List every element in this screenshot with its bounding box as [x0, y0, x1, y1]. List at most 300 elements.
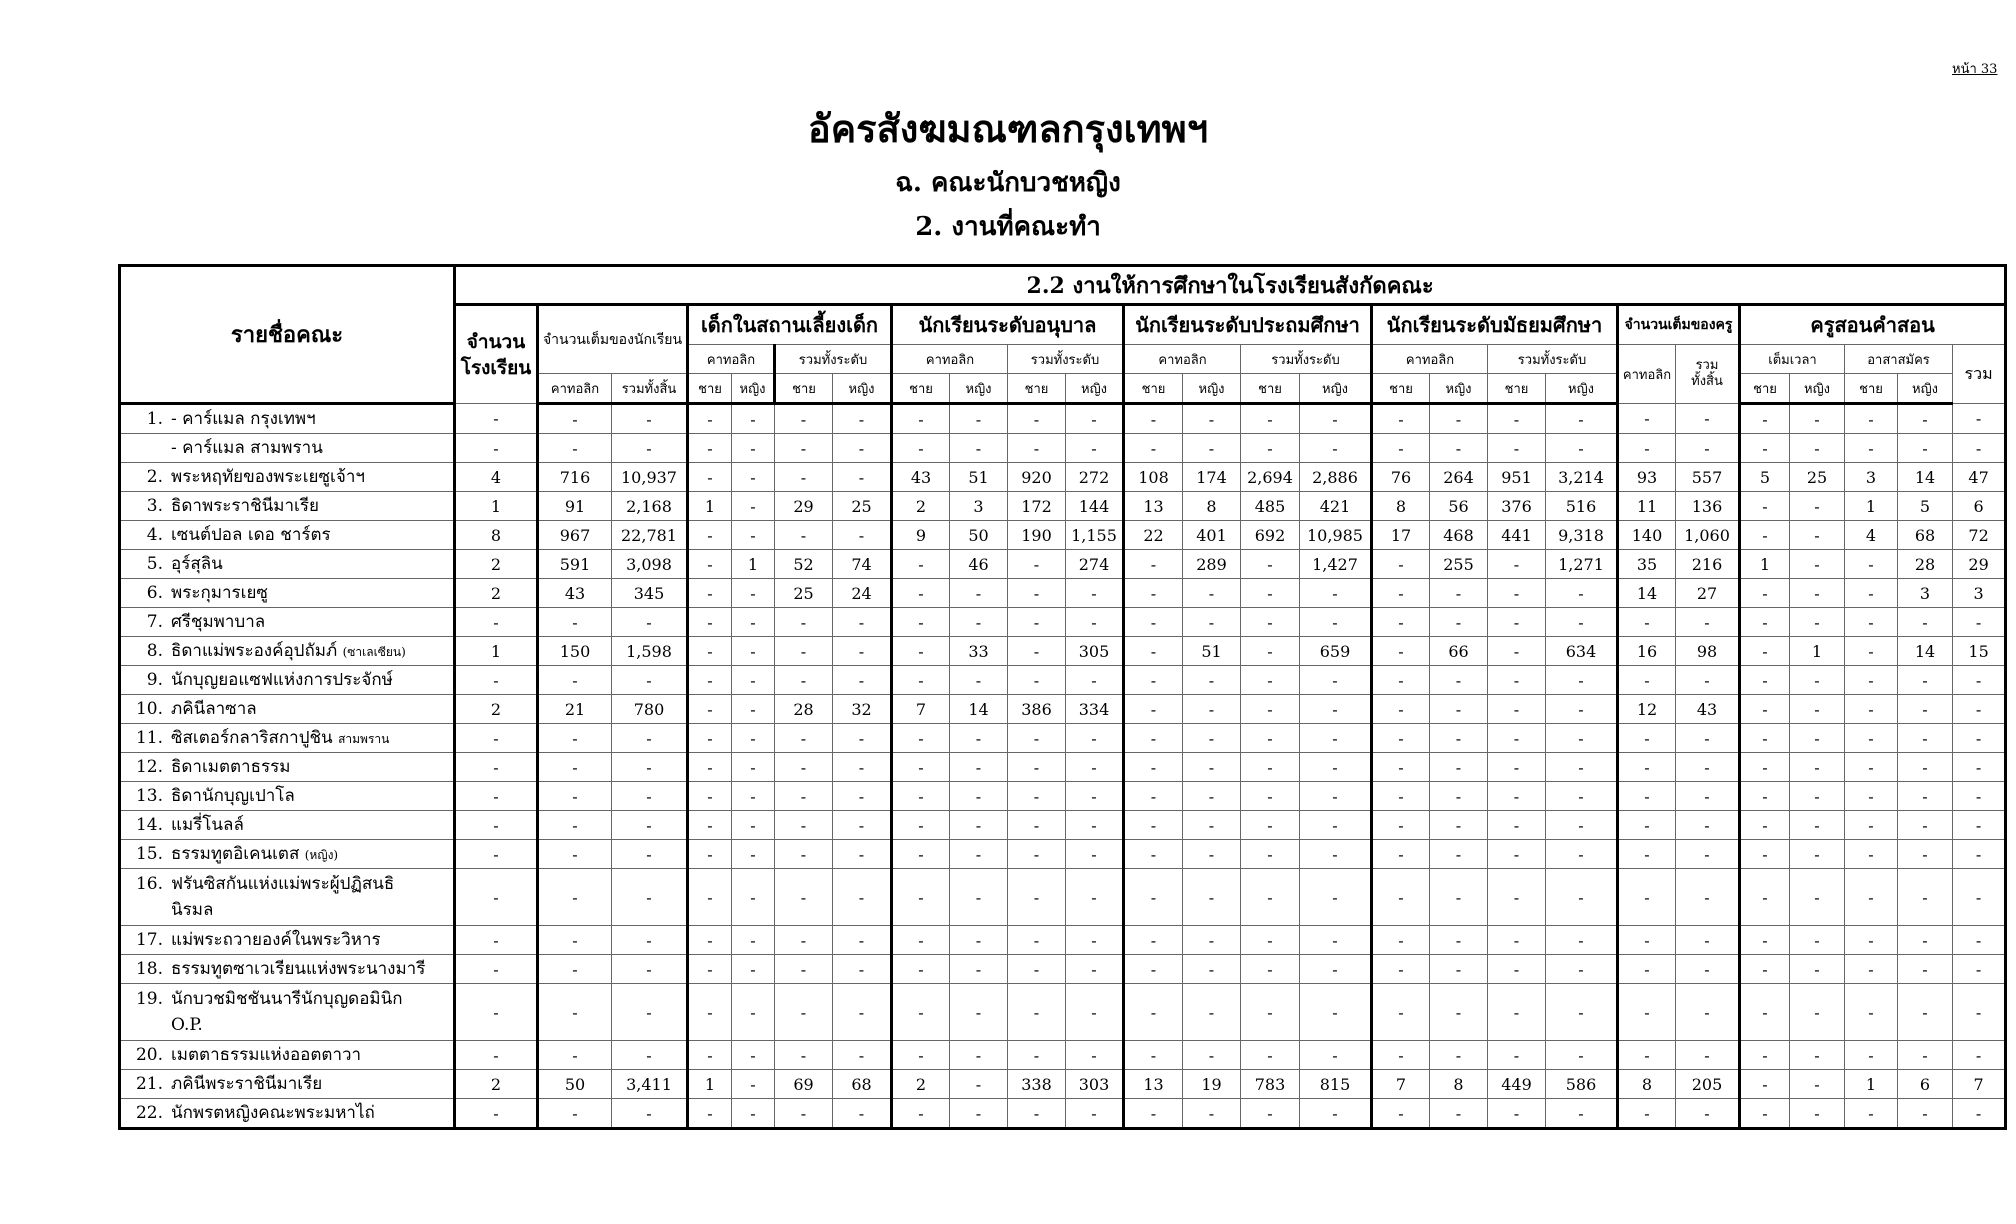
value-cell: -	[1241, 724, 1300, 753]
value-cell: -	[1488, 840, 1546, 869]
value-cell: -	[732, 782, 775, 811]
value-cell: -	[1953, 840, 2006, 869]
value-cell: -	[1676, 984, 1740, 1041]
kindergarten-total-header: รวมทั้งระดับ	[1008, 345, 1124, 374]
row-number: 15.	[135, 843, 163, 864]
value-cell: 716	[538, 463, 612, 492]
value-cell: -	[950, 1099, 1008, 1129]
value-cell: 140	[1618, 521, 1676, 550]
value-cell: -	[1546, 579, 1618, 608]
value-cell: -	[1790, 840, 1845, 869]
value-cell: -	[892, 926, 950, 955]
value-cell: 1,271	[1546, 550, 1618, 579]
value-cell: -	[833, 404, 892, 434]
congregation-name: ธิดาเมตตาธรรม	[171, 757, 291, 777]
value-cell: 25	[775, 579, 833, 608]
secondary-catholic-header: คาทอลิก	[1372, 345, 1488, 374]
value-cell: -	[1124, 666, 1183, 695]
value-cell: -	[1241, 637, 1300, 666]
value-cell: -	[950, 608, 1008, 637]
value-cell: -	[538, 869, 612, 926]
value-cell: 7	[1953, 1070, 2006, 1099]
value-cell: -	[688, 984, 732, 1041]
page-subtitle: ฉ. คณะนักบวชหญิง	[895, 168, 1121, 198]
value-cell: 91	[538, 492, 612, 521]
value-cell: 43	[892, 463, 950, 492]
value-cell: -	[1953, 753, 2006, 782]
value-cell: 8	[1618, 1070, 1676, 1099]
female-header: หญิง	[833, 374, 892, 404]
value-cell: -	[950, 840, 1008, 869]
value-cell: -	[1845, 579, 1898, 608]
value-cell: -	[1372, 955, 1430, 984]
value-cell: -	[1953, 1041, 2006, 1070]
value-cell: 303	[1066, 1070, 1124, 1099]
value-cell: -	[775, 1041, 833, 1070]
male-header: ชาย	[775, 374, 833, 404]
value-cell: -	[892, 1099, 950, 1129]
value-cell: -	[1790, 782, 1845, 811]
value-cell: -	[1546, 782, 1618, 811]
value-cell: -	[1845, 840, 1898, 869]
value-cell: -	[775, 463, 833, 492]
congregation-name-cell	[120, 1099, 455, 1129]
value-cell: 449	[1488, 1070, 1546, 1099]
value-cell: -	[833, 782, 892, 811]
value-cell: -	[1488, 1099, 1546, 1129]
value-cell: -	[612, 1041, 688, 1070]
primary-header: นักเรียนระดับประถมศึกษา	[1124, 305, 1372, 345]
value-cell: -	[1183, 695, 1241, 724]
value-cell: 11	[1618, 492, 1676, 521]
value-cell: -	[1066, 955, 1124, 984]
value-cell: 6	[1898, 1070, 1953, 1099]
value-cell: -	[1676, 1041, 1740, 1070]
value-cell: -	[1740, 1041, 1790, 1070]
value-cell: 9	[892, 521, 950, 550]
value-cell: -	[732, 724, 775, 753]
value-cell: 19	[1183, 1070, 1241, 1099]
value-cell: -	[1546, 840, 1618, 869]
value-cell: 659	[1300, 637, 1372, 666]
value-cell: -	[1790, 869, 1845, 926]
table-body	[120, 404, 2006, 1129]
row-number: 14.	[135, 815, 163, 835]
value-cell: -	[892, 753, 950, 782]
section-header: 2.2 งานให้การศึกษาในโรงเรียนสังกัดคณะ	[455, 266, 2006, 305]
value-cell: -	[1241, 695, 1300, 724]
congregation-name: ธรรมทูตซาเวเรียนแห่งพระนางมารี	[171, 959, 426, 979]
value-cell: -	[455, 1099, 538, 1129]
value-cell: -	[1430, 666, 1488, 695]
value-cell: -	[892, 550, 950, 579]
value-cell: -	[1300, 955, 1372, 984]
value-cell: -	[1740, 1099, 1790, 1129]
value-cell: -	[732, 869, 775, 926]
value-cell: -	[1898, 1041, 1953, 1070]
male-header: ชาย	[1241, 374, 1300, 404]
value-cell: -	[1790, 955, 1845, 984]
value-cell: -	[1618, 782, 1676, 811]
value-cell: -	[455, 955, 538, 984]
female-header: หญิง	[1790, 374, 1845, 404]
value-cell: -	[612, 782, 688, 811]
value-cell: 334	[1066, 695, 1124, 724]
table-row	[120, 1070, 2006, 1099]
congregation-name: ศรีชุมพาบาล	[171, 612, 266, 632]
value-cell: -	[1676, 926, 1740, 955]
value-cell: -	[1845, 666, 1898, 695]
value-cell: 50	[538, 1070, 612, 1099]
value-cell: -	[1008, 1041, 1066, 1070]
value-cell: -	[1241, 550, 1300, 579]
value-cell: -	[1740, 1070, 1790, 1099]
value-cell: -	[732, 463, 775, 492]
value-cell: -	[1953, 404, 2006, 434]
value-cell: -	[1845, 695, 1898, 724]
value-cell: 108	[1124, 463, 1183, 492]
value-cell: -	[1430, 404, 1488, 434]
male-header: ชาย	[892, 374, 950, 404]
value-cell: -	[1008, 926, 1066, 955]
congregation-name: อุร์สุลิน	[171, 554, 223, 574]
congregation-name-cell	[120, 521, 455, 550]
value-cell: -	[1066, 811, 1124, 840]
value-cell: -	[1124, 404, 1183, 434]
table-row	[120, 492, 2006, 521]
value-cell: -	[1676, 666, 1740, 695]
secondary-header: นักเรียนระดับมัธยมศึกษา	[1372, 305, 1618, 345]
name-column-header: รายชื่อคณะ	[120, 266, 455, 404]
value-cell: 1	[1845, 1070, 1898, 1099]
value-cell: -	[688, 869, 732, 926]
value-cell: 780	[612, 695, 688, 724]
value-cell: -	[688, 666, 732, 695]
congregation-name: นักบุญยอแซฟแห่งการประจักษ์	[171, 670, 393, 690]
value-cell: 27	[1676, 579, 1740, 608]
value-cell: -	[1618, 1099, 1676, 1129]
value-cell: -	[1372, 434, 1430, 463]
value-cell: -	[1953, 984, 2006, 1041]
value-cell: 3,098	[612, 550, 688, 579]
value-cell: -	[1546, 1099, 1618, 1129]
value-cell: 2	[892, 492, 950, 521]
value-cell: 376	[1488, 492, 1546, 521]
value-cell: -	[1300, 666, 1372, 695]
value-cell: -	[1183, 724, 1241, 753]
value-cell: -	[1898, 666, 1953, 695]
value-cell: 338	[1008, 1070, 1066, 1099]
congregation-name: ธรรมทูตอิเคนเตส	[171, 843, 300, 864]
value-cell: -	[1124, 579, 1183, 608]
value-cell: -	[732, 840, 775, 869]
value-cell: -	[775, 955, 833, 984]
value-cell: -	[1430, 869, 1488, 926]
value-cell: -	[1790, 550, 1845, 579]
male-header: ชาย	[688, 374, 732, 404]
value-cell: -	[1845, 1099, 1898, 1129]
value-cell: -	[732, 492, 775, 521]
value-cell: -	[1372, 404, 1430, 434]
value-cell: 2,168	[612, 492, 688, 521]
value-cell: -	[1241, 811, 1300, 840]
value-cell: -	[950, 811, 1008, 840]
value-cell: 274	[1066, 550, 1124, 579]
value-cell: -	[892, 434, 950, 463]
row-number: 10.	[135, 699, 163, 719]
teachers-header: จำนวนเต็มของครู	[1618, 305, 1740, 345]
value-cell: -	[1898, 984, 1953, 1041]
row-number: 12.	[135, 757, 163, 777]
value-cell: 69	[775, 1070, 833, 1099]
value-cell: 2,694	[1241, 463, 1300, 492]
value-cell: -	[1241, 434, 1300, 463]
value-cell: -	[775, 984, 833, 1041]
congregation-name: แมรี่โนลล์	[171, 815, 244, 835]
value-cell: -	[1241, 869, 1300, 926]
value-cell: -	[1300, 579, 1372, 608]
value-cell: -	[1183, 434, 1241, 463]
value-cell: 98	[1676, 637, 1740, 666]
value-cell: -	[1546, 608, 1618, 637]
value-cell: -	[1618, 753, 1676, 782]
value-cell: 28	[1898, 550, 1953, 579]
value-cell: -	[1241, 608, 1300, 637]
value-cell: -	[833, 984, 892, 1041]
value-cell: -	[1008, 955, 1066, 984]
value-cell: 9,318	[1546, 521, 1618, 550]
value-cell: -	[775, 666, 833, 695]
table-row	[120, 811, 2006, 840]
value-cell: -	[892, 666, 950, 695]
value-cell: -	[775, 521, 833, 550]
value-cell: -	[1953, 955, 2006, 984]
value-cell: -	[1546, 434, 1618, 463]
value-cell: -	[1845, 984, 1898, 1041]
value-cell: -	[1008, 434, 1066, 463]
value-cell: -	[1953, 608, 2006, 637]
value-cell: -	[688, 926, 732, 955]
value-cell: -	[1066, 984, 1124, 1041]
value-cell: -	[1124, 434, 1183, 463]
value-cell: -	[1430, 811, 1488, 840]
value-cell: -	[1676, 724, 1740, 753]
value-cell: -	[833, 926, 892, 955]
value-cell: -	[775, 753, 833, 782]
value-cell: -	[892, 955, 950, 984]
value-cell: -	[1618, 608, 1676, 637]
row-number: 22.	[135, 1103, 163, 1123]
value-cell: -	[1953, 1099, 2006, 1129]
value-cell: -	[688, 579, 732, 608]
congregation-name-cell	[120, 811, 455, 840]
value-cell: 16	[1618, 637, 1676, 666]
value-cell: -	[1618, 984, 1676, 1041]
value-cell: -	[1898, 840, 1953, 869]
kindergarten-header: นักเรียนระดับอนุบาล	[892, 305, 1124, 345]
value-cell: -	[1241, 926, 1300, 955]
value-cell: -	[833, 955, 892, 984]
value-cell: -	[1124, 550, 1183, 579]
value-cell: -	[1898, 404, 1953, 434]
value-cell: -	[1300, 811, 1372, 840]
value-cell: -	[538, 434, 612, 463]
section-subtitle: 2. งานที่คณะทำ	[915, 212, 1101, 242]
congregation-name: - คาร์แมล กรุงเทพฯ	[171, 409, 316, 429]
value-cell: 46	[950, 550, 1008, 579]
value-cell: -	[732, 984, 775, 1041]
value-cell: -	[688, 434, 732, 463]
value-cell: -	[1124, 869, 1183, 926]
value-cell: -	[688, 404, 732, 434]
table-row	[120, 1099, 2006, 1129]
value-cell: -	[1183, 840, 1241, 869]
value-cell: -	[688, 955, 732, 984]
value-cell: -	[1183, 984, 1241, 1041]
value-cell: -	[688, 608, 732, 637]
value-cell: -	[732, 434, 775, 463]
value-cell: -	[612, 926, 688, 955]
table-row	[120, 434, 2006, 463]
kindergarten-catholic-header: คาทอลิก	[892, 345, 1008, 374]
value-cell: -	[775, 869, 833, 926]
value-cell: -	[1676, 811, 1740, 840]
value-cell: -	[1618, 724, 1676, 753]
value-cell: -	[1953, 782, 2006, 811]
value-cell: -	[1066, 782, 1124, 811]
value-cell: -	[1845, 434, 1898, 463]
value-cell: 22,781	[612, 521, 688, 550]
value-cell: -	[1898, 695, 1953, 724]
value-cell: 1	[455, 492, 538, 521]
value-cell: -	[1488, 811, 1546, 840]
value-cell: -	[1898, 724, 1953, 753]
value-cell: -	[1008, 869, 1066, 926]
male-header: ชาย	[1845, 374, 1898, 404]
male-header: ชาย	[1124, 374, 1183, 404]
value-cell: 52	[775, 550, 833, 579]
education-table	[118, 264, 2007, 1130]
value-cell: 66	[1430, 637, 1488, 666]
female-header: หญิง	[1300, 374, 1372, 404]
table-row	[120, 550, 2006, 579]
value-cell: -	[538, 608, 612, 637]
row-number: 17.	[135, 930, 163, 950]
value-cell: -	[1372, 926, 1430, 955]
value-cell: -	[1740, 666, 1790, 695]
orphanage-catholic-header: คาทอลิก	[688, 345, 775, 374]
value-cell: -	[1300, 840, 1372, 869]
value-cell: -	[775, 926, 833, 955]
value-cell: -	[833, 811, 892, 840]
value-cell: -	[1790, 434, 1845, 463]
congregation-name-cell	[120, 579, 455, 608]
value-cell: -	[950, 984, 1008, 1041]
value-cell: -	[950, 434, 1008, 463]
value-cell: -	[1066, 608, 1124, 637]
value-cell: 24	[833, 579, 892, 608]
congregation-name: นักพรตหญิงคณะพระมหาไถ่	[171, 1103, 375, 1123]
value-cell: -	[1300, 926, 1372, 955]
value-cell: 272	[1066, 463, 1124, 492]
orphanage-header: เด็กในสถานเลี้ยงเด็ก	[688, 305, 892, 345]
table-row	[120, 666, 2006, 695]
value-cell: 21	[538, 695, 612, 724]
value-cell: 22	[1124, 521, 1183, 550]
female-header: หญิง	[732, 374, 775, 404]
table-row	[120, 926, 2006, 955]
value-cell: -	[612, 666, 688, 695]
value-cell: -	[1372, 637, 1430, 666]
value-cell: 14	[1898, 637, 1953, 666]
value-cell: -	[1372, 695, 1430, 724]
value-cell: -	[775, 637, 833, 666]
value-cell: -	[538, 840, 612, 869]
value-cell: -	[612, 1099, 688, 1129]
value-cell: -	[1618, 811, 1676, 840]
value-cell: -	[1372, 782, 1430, 811]
value-cell: -	[455, 724, 538, 753]
value-cell: -	[1066, 840, 1124, 869]
value-cell: -	[1241, 753, 1300, 782]
value-cell: -	[455, 666, 538, 695]
value-cell: -	[1898, 811, 1953, 840]
value-cell: -	[1372, 579, 1430, 608]
congregation-name-cell	[120, 695, 455, 724]
value-cell: -	[1183, 955, 1241, 984]
value-cell: -	[1740, 926, 1790, 955]
value-cell: -	[1740, 695, 1790, 724]
value-cell: 47	[1953, 463, 2006, 492]
value-cell: -	[892, 608, 950, 637]
value-cell: -	[1676, 1099, 1740, 1129]
value-cell: -	[1898, 434, 1953, 463]
value-cell: -	[1790, 608, 1845, 637]
table-row	[120, 404, 2006, 434]
value-cell: -	[1241, 840, 1300, 869]
value-cell: -	[688, 695, 732, 724]
value-cell: 25	[1790, 463, 1845, 492]
value-cell: -	[1241, 666, 1300, 695]
value-cell: -	[1488, 579, 1546, 608]
value-cell: 264	[1430, 463, 1488, 492]
congregation-name: ภคินีลาซาล	[171, 699, 257, 719]
value-cell: -	[1546, 404, 1618, 434]
value-cell: -	[1066, 724, 1124, 753]
value-cell: -	[1183, 811, 1241, 840]
value-cell: -	[1488, 608, 1546, 637]
value-cell: -	[538, 955, 612, 984]
value-cell: -	[1618, 434, 1676, 463]
row-number: 13.	[135, 786, 163, 806]
value-cell: -	[892, 869, 950, 926]
value-cell: 2	[455, 1070, 538, 1099]
value-cell: -	[1676, 404, 1740, 434]
value-cell: -	[1488, 926, 1546, 955]
value-cell: -	[1300, 724, 1372, 753]
value-cell: -	[1488, 753, 1546, 782]
value-cell: -	[775, 782, 833, 811]
value-cell: 150	[538, 637, 612, 666]
value-cell: -	[950, 753, 1008, 782]
value-cell: -	[1124, 955, 1183, 984]
value-cell: 1	[455, 637, 538, 666]
value-cell: -	[1898, 869, 1953, 926]
value-cell: 216	[1676, 550, 1740, 579]
value-cell: -	[950, 724, 1008, 753]
value-cell: -	[1740, 434, 1790, 463]
value-cell: -	[1008, 637, 1066, 666]
